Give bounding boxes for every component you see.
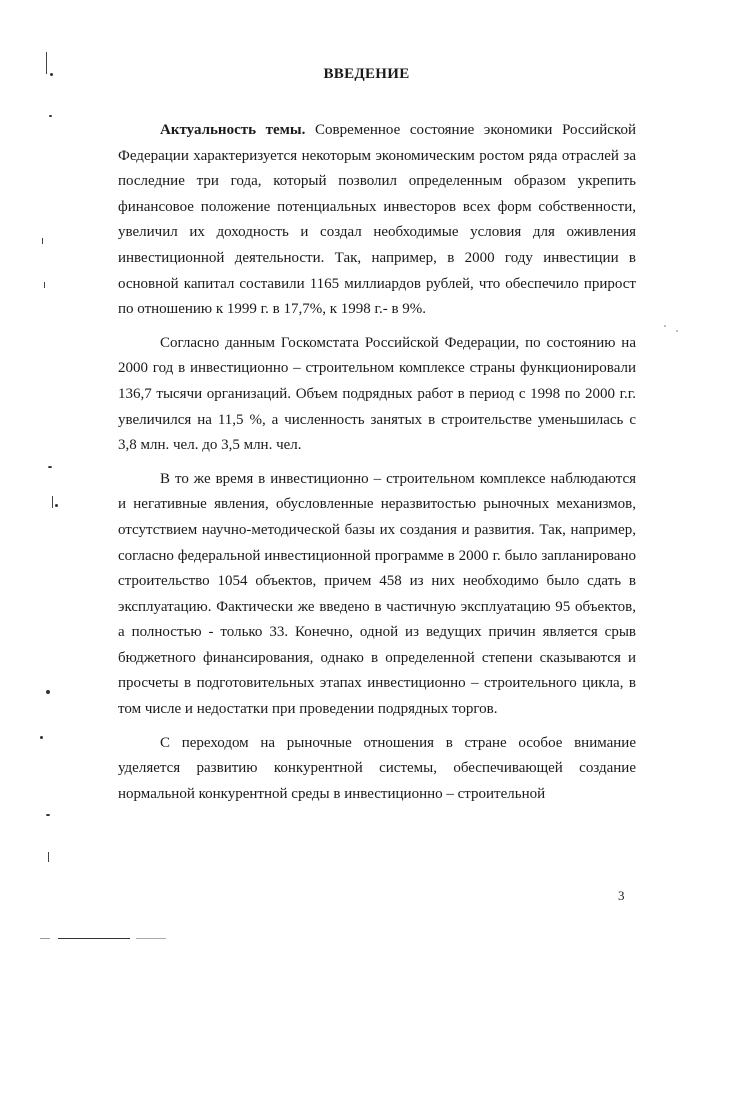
page-title: ВВЕДЕНИЕ [323,66,410,82]
scan-mark [42,238,43,244]
scan-speck [664,325,666,327]
page-number: 3 [618,888,625,903]
paragraph-text: В то же время в инвестиционно – строительном комплексе наблюдаются и негативные явления, обусловленные неразвитостью рыночных механизмов, отсутствием научно-методической базы их создания и развития. Так, например, согласно федеральной инвестиционной программе в 2000 г. было запланировано строительство 1054 объектов, причем 458 из них необходимо было сдать в эксплуатацию. Фактически же введено в частичную эксплуатацию 95 объектов, а полностью - только 33. Конечно, одной из ведущих причин является срыв бюджетного финансирования, однако в определенной степени сказываются и просчеты в подготовительных этапах инвестиционно – строительного цикла, в том числе и недостатки при проведении подрядных торгов. [118,470,636,718]
scan-speck [46,814,50,816]
scan-mark [44,282,45,288]
scan-mark [48,852,49,862]
document-body [118,118,636,815]
scan-speck [55,504,58,507]
paragraph-3 [118,467,636,723]
scan-mark [52,496,53,508]
paragraph-1 [118,118,636,323]
scan-speck [676,330,678,332]
paragraph-lead: Актуальность темы. [160,122,306,138]
scan-speck [48,466,52,468]
scan-line [40,938,50,939]
paragraph-4 [118,731,636,808]
paragraph-text: Согласно данным Госкомстата Российской Федерации, по состоянию на 2000 год в инвестиционно – строительном комплексе страны функционировали 136,7 тысячи организаций. Объем подрядных работ в период с 1998 по 2000 г.г. увеличился на 11,5 %, а численность занятых в строительстве уменьшилась с 3,8 млн. чел. до 3,5 млн. чел. [118,334,636,454]
scan-speck [40,736,43,739]
scan-line [136,938,166,939]
paragraph-text: Современное состояние экономики Российской Федерации характеризуется некоторым экономическим ростом ряда отраслей за последние три года, который позволил определенным образом укрепить финансовое положение потенциальных инвесторов всех форм собственности, увеличил их доходность и создал необходимые условия для оживления инвестиционной деятельности. Так, например, в 2000 году инвестиции в основной капитал составили 1165 миллиардов рублей, что обеспечило прирост по отношению к 1999 г. в 17,7%, к 1998 г.- в 9%. [118,122,636,318]
scan-speck [49,115,52,117]
scan-speck [46,690,50,694]
scan-line [58,938,130,939]
paragraph-2 [118,331,636,459]
paragraph-text: С переходом на рыночные отношения в стране особое внимание уделяется развитию конкурентной системы, обеспечивающей создание нормальной конкурентной среды в инвестиционно – строительной [118,734,636,802]
